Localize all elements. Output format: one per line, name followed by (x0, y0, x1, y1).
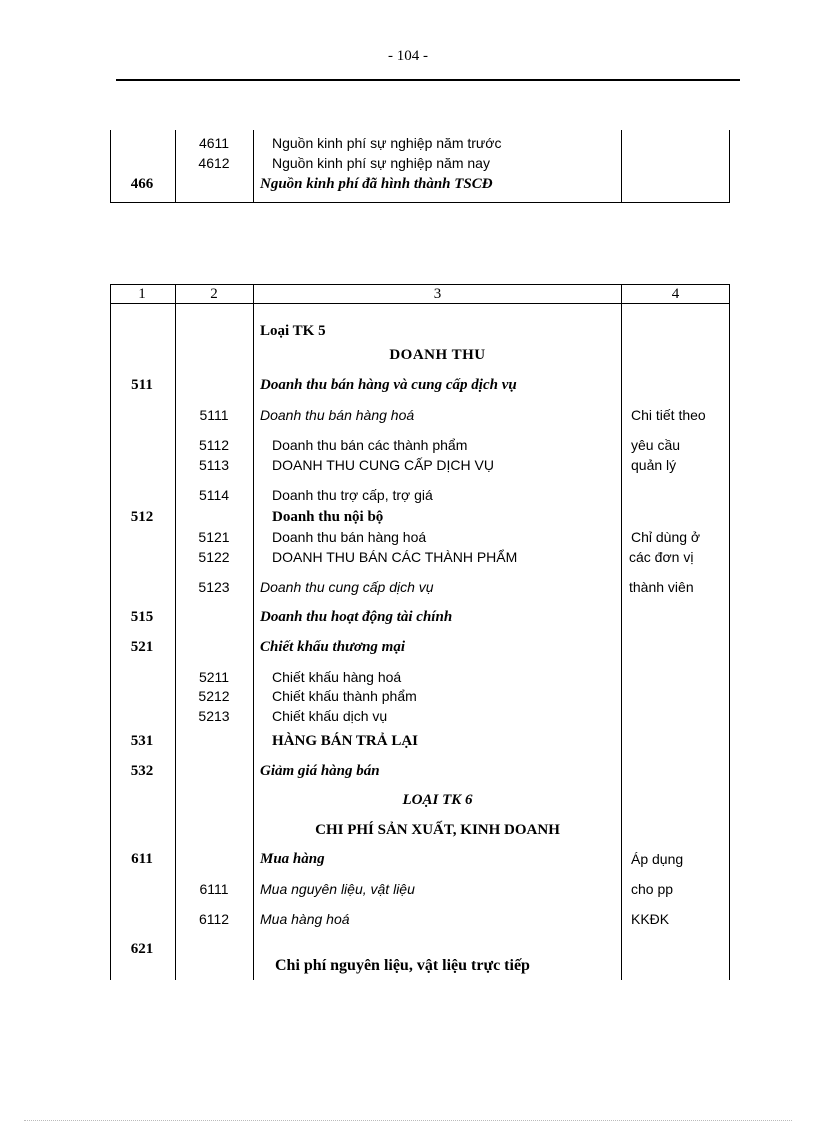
account-name: HÀNG BÁN TRẢ LẠI (272, 733, 418, 749)
note: yêu cầu (631, 437, 681, 453)
account-name: Doanh thu cung cấp dịch vụ (260, 579, 434, 595)
account-code: 466 (130, 176, 154, 192)
account-code: 531 (130, 733, 154, 749)
account-name: Doanh thu trợ cấp, trợ giá (272, 487, 433, 503)
column-header: 2 (210, 286, 218, 302)
sub-code: 4611 (198, 135, 230, 151)
sub-code: 5113 (198, 457, 230, 473)
sub-code: 4612 (198, 155, 230, 171)
account-name: Nguồn kinh phí sự nghiệp năm trước (272, 135, 502, 151)
account-name: Chiết khấu thương mại (260, 639, 405, 655)
sub-code: 5213 (198, 708, 230, 724)
account-code: 511 (131, 377, 153, 393)
section-label: Loại TK 5 (260, 323, 326, 339)
page-number: - 104 - (388, 48, 428, 64)
note: quản lý (631, 457, 677, 473)
sub-code: 5122 (198, 549, 230, 565)
section-title: CHI PHÍ SẢN XUẤT, KINH DOANH (315, 822, 560, 838)
account-name: Doanh thu bán hàng hoá (260, 407, 415, 423)
note: Áp dụng (631, 851, 684, 867)
sub-code: 5112 (198, 437, 230, 453)
account-name: DOANH THU CUNG CẤP DỊCH VỤ (272, 457, 494, 473)
account-name: Chiết khấu dịch vụ (272, 708, 388, 724)
note: các đơn vị (629, 549, 694, 565)
sub-code: 5211 (198, 669, 230, 685)
account-name: Chi phí nguyên liệu, vật liệu trực tiếp (275, 957, 530, 974)
sub-code: 6112 (198, 911, 230, 927)
account-name: Doanh thu nội bộ (272, 509, 384, 525)
column-header: 3 (433, 286, 442, 302)
page-bottom-edge (24, 1120, 792, 1121)
account-code: 515 (130, 609, 154, 625)
sub-code: 5212 (198, 688, 230, 704)
header-rule (116, 79, 740, 81)
sub-code: 5121 (198, 529, 230, 545)
note: cho pp (631, 881, 674, 897)
column-header: 1 (138, 286, 146, 302)
note: Chi tiết theo (631, 407, 706, 423)
account-code: 611 (131, 851, 153, 867)
sub-code: 5123 (198, 579, 230, 595)
account-name: Doanh thu bán hàng và cung cấp dịch vụ (260, 377, 517, 393)
account-name: Doanh thu hoạt động tài chính (260, 609, 453, 625)
account-name: Chiết khấu hàng hoá (272, 669, 402, 685)
account-name: Chiết khấu thành phẩm (272, 688, 417, 704)
column-header: 4 (671, 286, 680, 302)
account-code: 532 (130, 763, 154, 779)
section-label: LOẠI TK 6 (402, 792, 473, 808)
sub-code: 5111 (199, 407, 229, 423)
account-name: Doanh thu bán hàng hoá (272, 529, 427, 545)
sub-code: 6111 (199, 881, 229, 897)
account-name: Nguồn kinh phí đã hình thành TSCĐ (260, 176, 493, 192)
account-name: Giảm giá hàng bán (260, 763, 380, 779)
account-code: 521 (130, 639, 154, 655)
note: thành viên (629, 579, 694, 595)
account-name: Mua nguyên liệu, vật liệu (260, 881, 415, 897)
account-name: Nguồn kinh phí sự nghiệp năm nay (272, 155, 490, 171)
account-name: Doanh thu bán các thành phẩm (272, 437, 468, 453)
account-name: Mua hàng (260, 851, 325, 867)
account-name: Mua hàng hoá (260, 911, 350, 927)
note: KKĐK (631, 911, 670, 927)
account-code: 512 (130, 509, 154, 525)
sub-code: 5114 (198, 487, 230, 503)
account-code: 621 (130, 941, 154, 957)
note: Chỉ dùng ở (631, 529, 701, 545)
section-title: DOANH THU (389, 347, 486, 363)
account-name: DOANH THU BÁN CÁC THÀNH PHẨM (272, 549, 518, 565)
